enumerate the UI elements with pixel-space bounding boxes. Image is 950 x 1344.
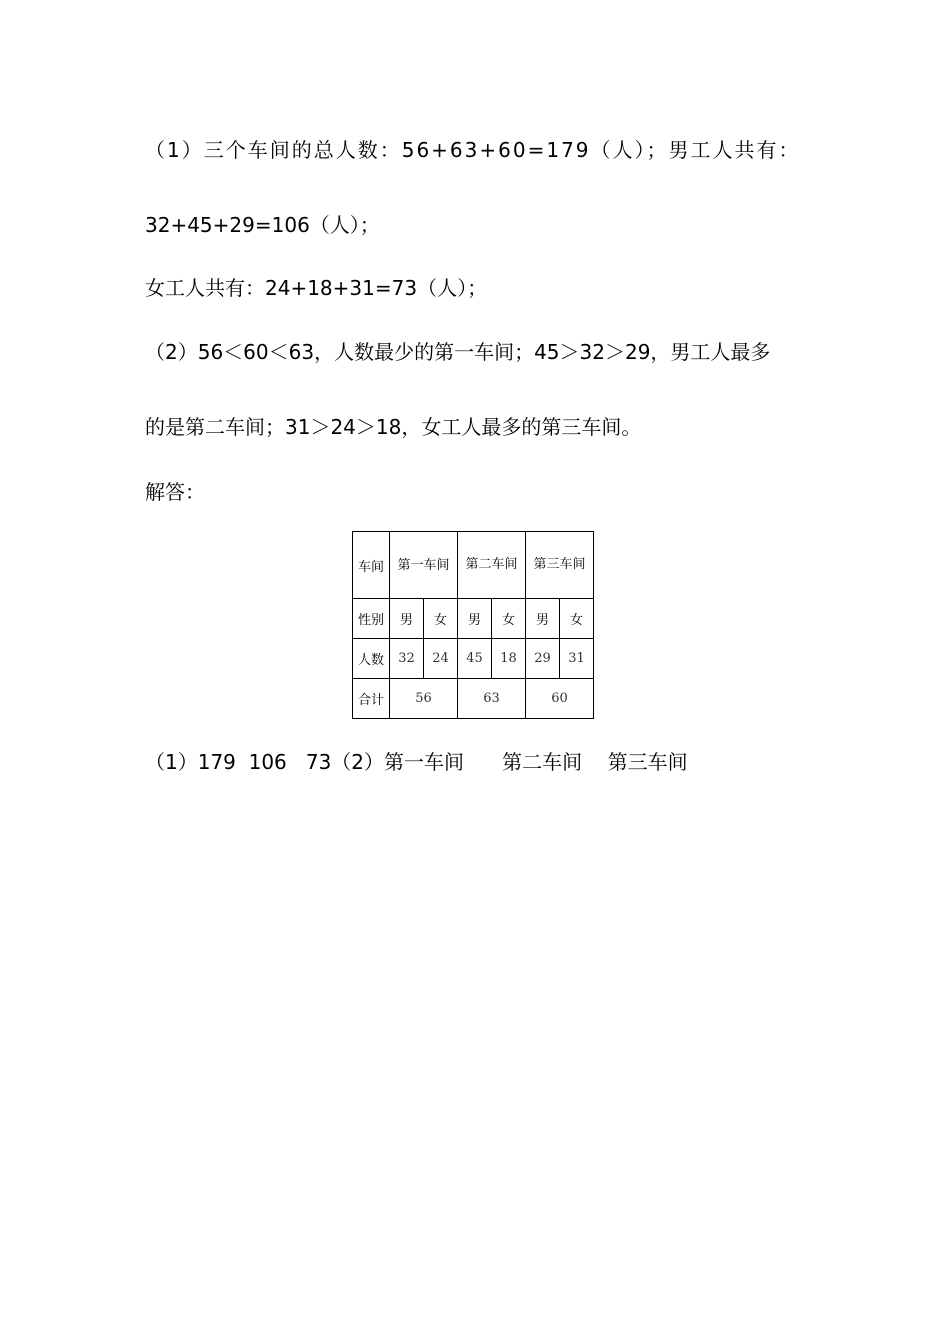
table-cell-total: 60: [526, 679, 594, 719]
table-cell-workshop-1: 第一车间: [390, 532, 458, 599]
answer-heading: 解答：: [145, 480, 205, 504]
table-cell-count: 29: [526, 639, 560, 679]
table-cell-count: 18: [492, 639, 526, 679]
workshop-table: [352, 531, 594, 719]
solution-line-5: 的是第二车间；31＞24＞18，女工人最多的第三车间。: [145, 415, 642, 439]
solution-line-2: 32+45+29=106（人）；: [145, 213, 380, 237]
table-cell-gender: 女: [424, 599, 458, 639]
table-cell-count: 32: [390, 639, 424, 679]
table-cell-workshop-2: 第二车间: [458, 532, 526, 599]
solution-line-4: （2）56＜60＜63，人数最少的第一车间；45＞32＞29，男工人最多: [145, 340, 771, 364]
solution-line-1: （1）三个车间的总人数：56+63+60=179（人）；男工人共有：: [145, 138, 801, 162]
table-cell-gender: 男: [458, 599, 492, 639]
workshop-table-container: [352, 531, 594, 719]
table-cell-gender: 男: [390, 599, 424, 639]
table-cell-gender: 女: [492, 599, 526, 639]
table-cell-total-label: 合计: [353, 679, 390, 719]
table-row-gender: [353, 599, 594, 639]
solution-line-3: 女工人共有：24+18+31=73（人）；: [145, 276, 488, 300]
table-cell-workshop-3: 第三车间: [526, 532, 594, 599]
table-cell-gender-label: 性别: [353, 599, 390, 639]
table-cell-count: 31: [560, 639, 594, 679]
final-answer-line: （1）179 106 73（2）第一车间 第二车间 第三车间: [145, 750, 688, 774]
table-cell-gender: 男: [526, 599, 560, 639]
table-cell-workshop-label: 车间: [353, 532, 390, 599]
table-row-header: [353, 532, 594, 599]
table-row-count: [353, 639, 594, 679]
table-cell-total: 63: [458, 679, 526, 719]
table-cell-count-label: 人数: [353, 639, 390, 679]
table-cell-gender: 女: [560, 599, 594, 639]
table-cell-count: 45: [458, 639, 492, 679]
table-row-total: [353, 679, 594, 719]
table-cell-count: 24: [424, 639, 458, 679]
table-cell-total: 56: [390, 679, 458, 719]
